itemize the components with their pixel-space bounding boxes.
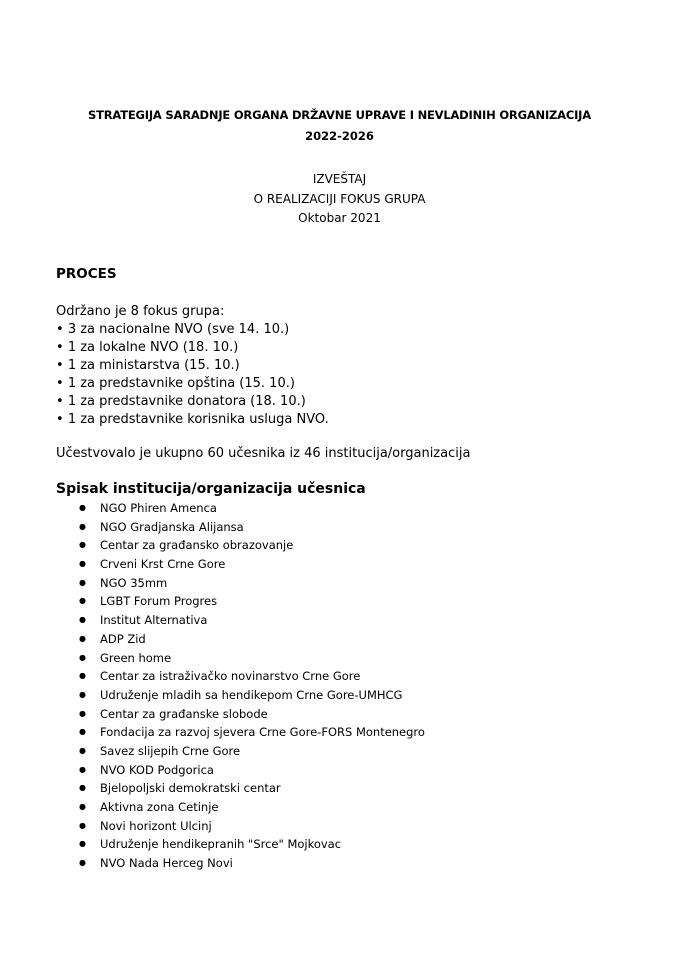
org-name: Crveni Krst Crne Gore [100, 557, 226, 572]
process-intro-block [56, 303, 329, 429]
bullet-icon: ● [79, 596, 86, 606]
org-name: Centar za građansko obrazovanje [100, 538, 294, 553]
document-title-years: 2022-2026 [305, 129, 374, 143]
report-label: IZVEŠTAJ [312, 172, 367, 186]
participants-summary: Učestvovalo je ukupno 60 učesnika iz 46 institucija/organizacija [56, 446, 471, 461]
bullet-icon: ● [79, 708, 86, 718]
bullet-icon: ● [79, 858, 86, 868]
bullet-icon: ● [79, 615, 86, 625]
org-name: Fondacija za razvoj sjevera Crne Gore-FORS Montenegro [100, 725, 425, 740]
bullet-icon: ● [79, 521, 86, 531]
org-name: ADP Zid [100, 631, 146, 646]
org-name: NGO Gradjanska Alijansa [100, 519, 244, 534]
org-name: Institut Alternativa [100, 613, 208, 628]
bullet-icon: ● [79, 540, 86, 550]
report-subject: O REALIZACIJI FOKUS GRUPA [253, 192, 426, 206]
bullet-icon: • [56, 322, 64, 337]
focus-group-text: 3 za nacionalne NVO (sve 14. 10.) [67, 322, 290, 337]
bullet-icon: ● [79, 802, 86, 811]
bullet-icon: ● [79, 577, 86, 587]
org-name: Aktivna zona Cetinje [100, 800, 219, 814]
focus-group-text: 1 za predstavnike korisnika usluga NVO. [67, 412, 329, 427]
process-intro-text: Održano je 8 fokus grupa: [56, 304, 225, 319]
org-name: Centar za građanske slobode [100, 706, 268, 721]
participants-heading: Spisak institucija/organizacija učesnica [56, 481, 366, 497]
bullet-icon: • [56, 376, 64, 391]
bullet-icon: ● [79, 652, 86, 662]
focus-group-text: 1 za ministarstva (15. 10.) [67, 358, 240, 373]
bullet-icon: ● [79, 633, 86, 643]
bullet-icon: ● [79, 820, 86, 830]
bullet-icon: ● [79, 689, 86, 699]
bullet-icon: ● [79, 671, 86, 681]
org-name: LGBT Forum Progres [100, 594, 218, 609]
org-name: Bjelopoljski demokratski centar [100, 781, 281, 796]
bullet-icon: ● [79, 503, 86, 512]
bullet-icon: ● [79, 745, 86, 755]
focus-group-item [56, 357, 329, 375]
bullet-icon: ● [79, 727, 86, 737]
bullet-icon: • [56, 358, 64, 373]
org-name: NGO Phiren Amenca [100, 501, 217, 515]
org-name: NVO KOD Podgorica [100, 762, 214, 777]
bullet-icon: • [56, 394, 64, 409]
org-name: NGO 35mm [100, 575, 168, 590]
org-name: Centar za istraživačko novinarstvo Crne Gore [100, 669, 361, 684]
bullet-icon: • [56, 412, 64, 427]
bullet-icon: ● [79, 559, 86, 569]
focus-group-item [56, 411, 329, 429]
bullet-icon: ● [79, 839, 86, 849]
org-name: Udruženje hendikepranih "Srce" Mojkovac [100, 837, 342, 852]
org-name: Udruženje mladih sa hendikepom Crne Gore-UMHCG [100, 687, 403, 702]
bullet-icon: ● [79, 783, 86, 793]
focus-group-item [56, 375, 329, 393]
report-date: Oktobar 2021 [298, 211, 381, 225]
focus-group-item [56, 393, 329, 411]
document-title: STRATEGIJA SARADNJE ORGANA DRŽAVNE UPRAVE I NEVLADINIH ORGANIZACIJA [88, 108, 591, 122]
bullet-icon: ● [79, 764, 86, 774]
org-name: NVO Nada Herceg Novi [100, 856, 233, 871]
focus-group-item [56, 339, 329, 357]
org-name: Novi horizont Ulcinj [100, 818, 212, 833]
bullet-icon: • [56, 340, 64, 355]
focus-group-item [56, 321, 329, 339]
focus-group-text: 1 za lokalne NVO (18. 10.) [67, 340, 239, 355]
focus-group-text: 1 za predstavnike donatora (18. 10.) [67, 394, 306, 409]
org-name: Green home [100, 650, 172, 665]
process-heading: PROCES [56, 266, 117, 282]
org-name: Savez slijepih Crne Gore [100, 743, 241, 758]
focus-group-text: 1 za predstavnike opština (15. 10.) [67, 376, 295, 391]
